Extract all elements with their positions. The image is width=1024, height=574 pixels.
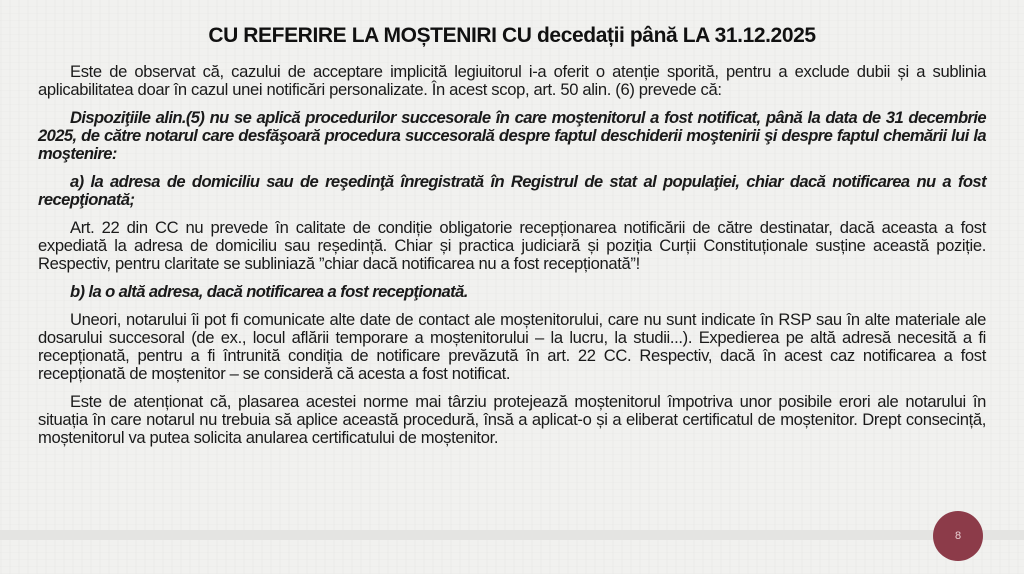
slide-body [38,63,986,457]
paragraph-other-address: Uneori, notarului îi pot fi comunicate alte date de contact ale moștenitorului, care nu sunt indicate în RSP sau în alte materiale ale dosarului succesoral (de ex., locul aflării temporare a moștenitorului – la lucru, la studii...). Expedierea pe altă adresă necesită a fi recepționată, pentru a fi întrunită condiția de notificare prevăzută în art. 22 CC. Respectiv, dacă în acest caz notificarea a fost recepționată de moștenitor – se consideră că acesta a fost notificat. [38,310,986,383]
page-number-badge: 8 [933,511,983,561]
paragraph-intro: Este de observat că, cazului de acceptare implicită legiuitorul i-a oferit o atenție sporită, pentru a exclude dubii și a sublinia aplicabilitatea doar în cazul unei notificări personalizate. În acest scop, art. 50 alin. (6) prevede că: [38,62,986,99]
quote-article-50: Dispoziţiile alin.(5) nu se aplică procedurilor succesorale în care moştenitorul a fost notificat, până la data de 31 decembrie 2025, de către notarul care desfăşoară procedura succesorală despre faptul deschiderii moştenirii şi despre faptul chemării lui la moştenire: [38,108,986,163]
paragraph-art-22: Art. 22 din CC nu prevede în calitate de condiție obligatorie recepționarea notificării de către destinatar, dacă aceasta a fost expediată la adresa de domiciliu sau reședință. Chiar și practica judiciară și poziția Curții Constituționale susține această poziție. Respectiv, pentru claritate se subliniază ”chiar dacă notificarea nu a fost recepționată”! [38,218,986,273]
paragraph-conclusion: Este de atenționat că, plasarea acestei norme mai târziu protejează moștenitorul împotriva unor posibile erori ale notarului în situația în care notarul nu trebuia să aplice această procedură, însă a aplicat-o și a eliberat certificatul de moștenitor. Drept consecință, moștenitorul va putea solicita anularea certificatului de moștenitor. [38,392,986,447]
slide-title: CU REFERIRE LA MOȘTENIRI CU decedații până LA 31.12.2025 [208,24,816,47]
footer-band [0,530,1024,540]
quote-point-b: b) la o altă adresa, dacă notificarea a fost recepţionată. [70,282,468,301]
quote-point-a: a) la adresa de domiciliu sau de reşedinţă înregistrată în Registrul de stat al populaţiei, chiar dacă notificarea nu a fost recepţionată; [38,172,986,209]
